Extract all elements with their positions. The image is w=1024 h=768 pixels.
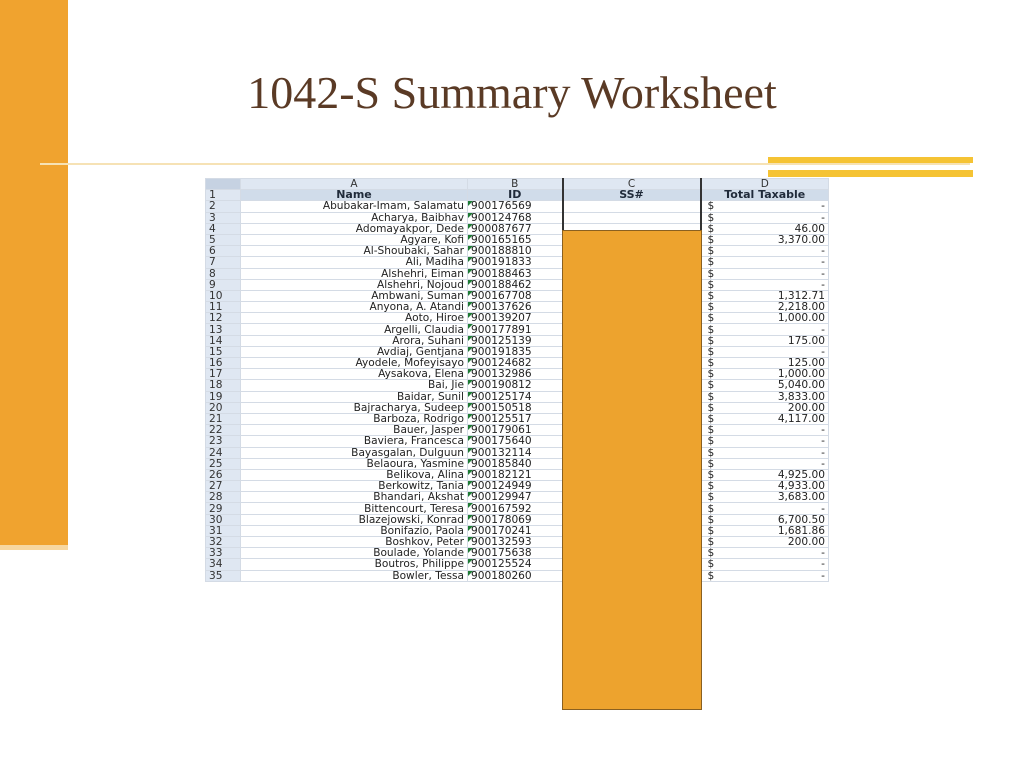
row-number[interactable]: 15 [206, 346, 241, 357]
total-taxable-cell[interactable] [701, 223, 829, 234]
amount-value: - [821, 458, 825, 470]
amount-value: - [821, 435, 825, 447]
name-cell[interactable]: Bhandari, Akshat [241, 492, 468, 503]
name-header-cell[interactable]: Name [241, 190, 468, 201]
currency-symbol: $ [707, 447, 715, 459]
title-accent-bar-top [768, 157, 973, 163]
amount-value: 1,312.71 [777, 290, 825, 302]
currency-symbol: $ [707, 570, 715, 582]
total-taxable-cell[interactable] [701, 514, 829, 525]
row-number[interactable]: 35 [206, 570, 241, 581]
name-cell[interactable]: Avdiaj, Gentjana [241, 346, 468, 357]
name-cell[interactable]: Bai, Jie [241, 380, 468, 391]
accent-sidebar-shadow [0, 545, 68, 550]
name-cell[interactable]: Boutros, Philippe [241, 559, 468, 570]
name-cell[interactable]: Baidar, Sunil [241, 391, 468, 402]
id-cell[interactable]: 900124949 [468, 481, 563, 492]
total-taxable-cell[interactable] [701, 257, 829, 268]
total-taxable-cell[interactable] [701, 358, 829, 369]
amount-value: - [821, 323, 825, 336]
select-all-corner[interactable] [206, 179, 241, 190]
table-row [206, 290, 829, 301]
name-cell[interactable]: Agyare, Kofi [241, 234, 468, 245]
column-b-header[interactable]: B [468, 179, 563, 190]
table-row [206, 335, 829, 346]
amount-value: 3,683.00 [777, 491, 825, 503]
table-row [206, 257, 829, 268]
total-taxable-cell[interactable] [701, 201, 829, 212]
ssn-cell[interactable] [563, 201, 701, 212]
name-cell[interactable]: Boshkov, Peter [241, 537, 468, 548]
table-row [206, 492, 829, 503]
table-row [206, 570, 829, 581]
id-cell[interactable]: 900176569 [468, 201, 563, 212]
name-cell[interactable]: Bayasgalan, Dulguun [241, 447, 468, 458]
currency-symbol: $ [707, 558, 715, 571]
table-row [206, 402, 829, 413]
ssn-header-cell[interactable]: SS# [563, 190, 701, 201]
amount-value: 200.00 [787, 536, 825, 548]
currency-symbol: $ [707, 424, 715, 436]
name-cell[interactable]: Bauer, Jasper [241, 425, 468, 436]
row-number[interactable]: 10 [206, 290, 241, 301]
currency-symbol: $ [707, 469, 715, 481]
total-taxable-header-cell[interactable]: Total Taxable [701, 190, 829, 201]
amount-value: 3,833.00 [777, 391, 825, 403]
name-cell[interactable]: Acharya, Baibhav [241, 212, 468, 223]
amount-value: 200.00 [787, 402, 825, 414]
currency-symbol: $ [707, 234, 715, 246]
amount-value: - [821, 279, 825, 291]
amount-value: 4,925.00 [777, 469, 825, 481]
currency-symbol: $ [707, 402, 715, 414]
total-taxable-cell[interactable] [701, 570, 829, 581]
amount-value: 4,933.00 [777, 480, 825, 492]
row-number[interactable]: 23 [206, 436, 241, 447]
table-row [206, 469, 829, 480]
id-cell[interactable]: 900165165 [468, 234, 563, 245]
name-cell[interactable]: Bajracharya, Sudeep [241, 402, 468, 413]
row-number[interactable]: 8 [206, 268, 241, 279]
row-number[interactable]: 30 [206, 514, 241, 525]
currency-symbol: $ [707, 346, 715, 358]
name-cell[interactable]: Arora, Suhani [241, 335, 468, 346]
id-cell[interactable]: 900124682 [468, 358, 563, 369]
name-cell[interactable]: Ayodele, Mofeyisayo [241, 358, 468, 369]
table-row [206, 369, 829, 380]
ssn-cell[interactable] [563, 212, 701, 223]
table-row [206, 548, 829, 559]
currency-symbol: $ [707, 413, 715, 425]
currency-symbol: $ [707, 301, 715, 313]
spreadsheet-screenshot [205, 178, 828, 582]
name-cell[interactable]: Bowler, Tessa [241, 570, 468, 581]
name-cell[interactable]: Berkowitz, Tania [241, 481, 468, 492]
id-cell[interactable]: 900185840 [468, 458, 563, 469]
id-cell[interactable]: 900188810 [468, 246, 563, 257]
header-row [206, 190, 829, 201]
row-number[interactable]: 20 [206, 402, 241, 413]
total-taxable-cell[interactable] [701, 436, 829, 447]
table-row [206, 503, 829, 514]
table-row [206, 447, 829, 458]
row-number[interactable]: 5 [206, 234, 241, 245]
table-row [206, 346, 829, 357]
id-cell[interactable]: 900125524 [468, 559, 563, 570]
total-taxable-cell[interactable] [701, 503, 829, 514]
amount-value: - [821, 547, 825, 559]
total-taxable-cell[interactable] [701, 290, 829, 301]
row-number[interactable]: 7 [206, 257, 241, 268]
amount-value: 175.00 [787, 335, 825, 347]
currency-symbol: $ [707, 200, 715, 213]
name-cell[interactable]: Ambwani, Suman [241, 290, 468, 301]
table-row [206, 358, 829, 369]
total-taxable-cell[interactable] [701, 380, 829, 391]
currency-symbol: $ [707, 391, 715, 403]
row-number[interactable]: 26 [206, 469, 241, 480]
id-cell[interactable]: 900087677 [468, 223, 563, 234]
table-row [206, 246, 829, 257]
table-row [206, 559, 829, 570]
id-header-cell[interactable]: ID [468, 190, 563, 201]
row-number[interactable]: 19 [206, 391, 241, 402]
id-cell[interactable]: 900125139 [468, 335, 563, 346]
id-cell[interactable]: 900180260 [468, 570, 563, 581]
currency-symbol: $ [707, 279, 715, 291]
amount-value: - [821, 346, 825, 358]
id-cell[interactable]: 900150518 [468, 402, 563, 413]
name-cell[interactable]: Alshehri, Eiman [241, 268, 468, 279]
currency-symbol: $ [707, 458, 715, 470]
amount-value: 1,000.00 [777, 368, 825, 380]
table-row [206, 212, 829, 223]
table-row [206, 201, 829, 212]
table-row [206, 425, 829, 436]
id-cell[interactable]: 900191833 [468, 257, 563, 268]
id-cell[interactable]: 900188463 [468, 268, 563, 279]
amount-value: 2,218.00 [777, 301, 825, 313]
id-cell[interactable]: 900129947 [468, 492, 563, 503]
currency-symbol: $ [707, 335, 715, 347]
amount-value: 3,370.00 [777, 234, 825, 246]
row-number[interactable]: 21 [206, 413, 241, 424]
amount-value: - [821, 212, 825, 224]
amount-value: 5,040.00 [777, 379, 825, 392]
slide-title: 1042-S Summary Worksheet [247, 67, 777, 118]
total-taxable-cell[interactable] [701, 469, 829, 480]
id-cell[interactable]: 900179061 [468, 425, 563, 436]
id-cell[interactable]: 900132593 [468, 537, 563, 548]
currency-symbol: $ [707, 514, 715, 526]
currency-symbol: $ [707, 368, 715, 380]
amount-value: 46.00 [794, 223, 825, 235]
row-number[interactable]: 17 [206, 369, 241, 380]
table-row [206, 380, 829, 391]
total-taxable-cell[interactable] [701, 481, 829, 492]
row-number[interactable]: 34 [206, 559, 241, 570]
table-row [206, 324, 829, 335]
currency-symbol: $ [707, 480, 715, 492]
currency-symbol: $ [707, 491, 715, 503]
currency-symbol: $ [707, 502, 715, 515]
amount-value: - [821, 256, 825, 268]
row-number[interactable]: 3 [206, 212, 241, 223]
row-number[interactable]: 25 [206, 458, 241, 469]
title-accent-bar-bottom [768, 170, 973, 177]
total-taxable-cell[interactable] [701, 335, 829, 346]
id-cell[interactable]: 900137626 [468, 302, 563, 313]
name-cell[interactable]: Belaoura, Yasmine [241, 458, 468, 469]
table-row [206, 268, 829, 279]
total-taxable-cell[interactable] [701, 559, 829, 570]
row-number[interactable]: 24 [206, 447, 241, 458]
currency-symbol: $ [707, 312, 715, 324]
id-cell[interactable]: 900191835 [468, 346, 563, 357]
name-cell[interactable]: Baviera, Francesca [241, 436, 468, 447]
currency-symbol: $ [707, 536, 715, 548]
amount-value: 6,700.50 [777, 514, 825, 526]
total-taxable-cell[interactable] [701, 458, 829, 469]
total-taxable-cell[interactable] [701, 234, 829, 245]
total-taxable-cell[interactable] [701, 313, 829, 324]
currency-symbol: $ [707, 212, 715, 224]
row-number[interactable]: 33 [206, 548, 241, 559]
id-cell[interactable]: 900167708 [468, 290, 563, 301]
currency-symbol: $ [707, 245, 715, 257]
total-taxable-cell[interactable] [701, 548, 829, 559]
amount-value: - [821, 502, 825, 515]
total-taxable-cell[interactable] [701, 246, 829, 257]
row-number[interactable]: 31 [206, 525, 241, 536]
ssn-redaction-block [562, 230, 702, 710]
id-cell[interactable]: 900139207 [468, 313, 563, 324]
name-cell[interactable]: Barboza, Rodrigo [241, 413, 468, 424]
id-cell[interactable]: 900178069 [468, 514, 563, 525]
name-cell[interactable]: Al-Shoubaki, Sahar [241, 246, 468, 257]
total-taxable-cell[interactable] [701, 302, 829, 313]
table-row [206, 313, 829, 324]
id-cell[interactable]: 900190812 [468, 380, 563, 391]
currency-symbol: $ [707, 290, 715, 302]
id-cell[interactable]: 900125517 [468, 413, 563, 424]
column-a-header[interactable]: A [241, 179, 468, 190]
currency-symbol: $ [707, 379, 715, 392]
name-cell[interactable]: Alshehri, Nojoud [241, 279, 468, 290]
table-row [206, 514, 829, 525]
row-number[interactable]: 32 [206, 537, 241, 548]
table-row [206, 458, 829, 469]
currency-symbol: $ [707, 357, 715, 369]
name-cell[interactable]: Bittencourt, Teresa [241, 503, 468, 514]
currency-symbol: $ [707, 525, 715, 537]
table-row [206, 391, 829, 402]
id-cell[interactable]: 900124768 [468, 212, 563, 223]
table-row [206, 279, 829, 290]
amount-value: - [821, 447, 825, 459]
currency-symbol: $ [707, 435, 715, 447]
name-cell[interactable]: Aoto, Hiroe [241, 313, 468, 324]
table-row [206, 481, 829, 492]
row-number[interactable]: 16 [206, 358, 241, 369]
row-number[interactable]: 18 [206, 380, 241, 391]
total-taxable-cell[interactable] [701, 525, 829, 536]
id-cell[interactable]: 900175638 [468, 548, 563, 559]
amount-value: - [821, 268, 825, 280]
row-number[interactable]: 14 [206, 335, 241, 346]
amount-value: 1,000.00 [777, 312, 825, 324]
name-cell[interactable]: Boulade, Yolande [241, 548, 468, 559]
id-cell[interactable]: 900132114 [468, 447, 563, 458]
total-taxable-cell[interactable] [701, 425, 829, 436]
title-underline [40, 163, 970, 165]
amount-value: - [821, 424, 825, 436]
amount-value: - [821, 245, 825, 257]
row-number[interactable]: 12 [206, 313, 241, 324]
total-taxable-cell[interactable] [701, 369, 829, 380]
table-row [206, 302, 829, 313]
row-number[interactable]: 11 [206, 302, 241, 313]
total-taxable-cell[interactable] [701, 212, 829, 223]
table-row [206, 234, 829, 245]
id-cell[interactable]: 900167592 [468, 503, 563, 514]
amount-value: - [821, 570, 825, 582]
row-number[interactable]: 27 [206, 481, 241, 492]
row-number[interactable]: 2 [206, 201, 241, 212]
total-taxable-cell[interactable] [701, 279, 829, 290]
id-cell[interactable]: 900125174 [468, 391, 563, 402]
currency-symbol: $ [707, 223, 715, 235]
table-row [206, 436, 829, 447]
row-number[interactable]: 28 [206, 492, 241, 503]
column-letter-row [206, 179, 829, 190]
currency-symbol: $ [707, 547, 715, 559]
id-cell[interactable]: 900182121 [468, 469, 563, 480]
row-number[interactable]: 22 [206, 425, 241, 436]
name-cell[interactable]: Aysakova, Elena [241, 369, 468, 380]
currency-symbol: $ [707, 323, 715, 336]
name-cell[interactable]: Blazejowski, Konrad [241, 514, 468, 525]
amount-value: 1,681.86 [777, 525, 825, 537]
total-taxable-cell[interactable] [701, 391, 829, 402]
total-taxable-cell[interactable] [701, 492, 829, 503]
id-cell[interactable]: 900177891 [468, 324, 563, 335]
table-row [206, 537, 829, 548]
id-cell[interactable]: 900175640 [468, 436, 563, 447]
id-cell[interactable]: 900170241 [468, 525, 563, 536]
row-number[interactable]: 4 [206, 223, 241, 234]
name-cell[interactable]: Abubakar-Imam, Salamatu [241, 201, 468, 212]
row-number[interactable]: 9 [206, 279, 241, 290]
amount-value: 125.00 [787, 357, 825, 369]
row-number[interactable]: 1 [206, 190, 241, 201]
row-number[interactable]: 13 [206, 324, 241, 335]
id-cell[interactable]: 900132986 [468, 369, 563, 380]
total-taxable-cell[interactable] [701, 346, 829, 357]
row-number[interactable]: 6 [206, 246, 241, 257]
name-cell[interactable]: Anyona, A. Atandi [241, 302, 468, 313]
name-cell[interactable]: Argelli, Claudia [241, 324, 468, 335]
name-cell[interactable]: Belikova, Alina [241, 469, 468, 480]
total-taxable-cell[interactable] [701, 447, 829, 458]
total-taxable-cell[interactable] [701, 324, 829, 335]
total-taxable-cell[interactable] [701, 402, 829, 413]
total-taxable-cell[interactable] [701, 268, 829, 279]
name-cell[interactable]: Ali, Madiha [241, 257, 468, 268]
amount-value: 4,117.00 [777, 413, 825, 425]
column-d-header[interactable]: D [701, 179, 829, 190]
currency-symbol: $ [707, 256, 715, 268]
id-cell[interactable]: 900188462 [468, 279, 563, 290]
name-cell[interactable]: Bonifazio, Paola [241, 525, 468, 536]
row-number[interactable]: 29 [206, 503, 241, 514]
currency-symbol: $ [707, 268, 715, 280]
worksheet-table [205, 178, 829, 582]
amount-value: - [821, 200, 825, 213]
total-taxable-cell[interactable] [701, 413, 829, 424]
table-row [206, 525, 829, 536]
column-c-header[interactable]: C [563, 179, 701, 190]
name-cell[interactable]: Adomayakpor, Dede [241, 223, 468, 234]
table-row [206, 223, 829, 234]
amount-value: - [821, 558, 825, 571]
total-taxable-cell[interactable] [701, 537, 829, 548]
table-row [206, 413, 829, 424]
